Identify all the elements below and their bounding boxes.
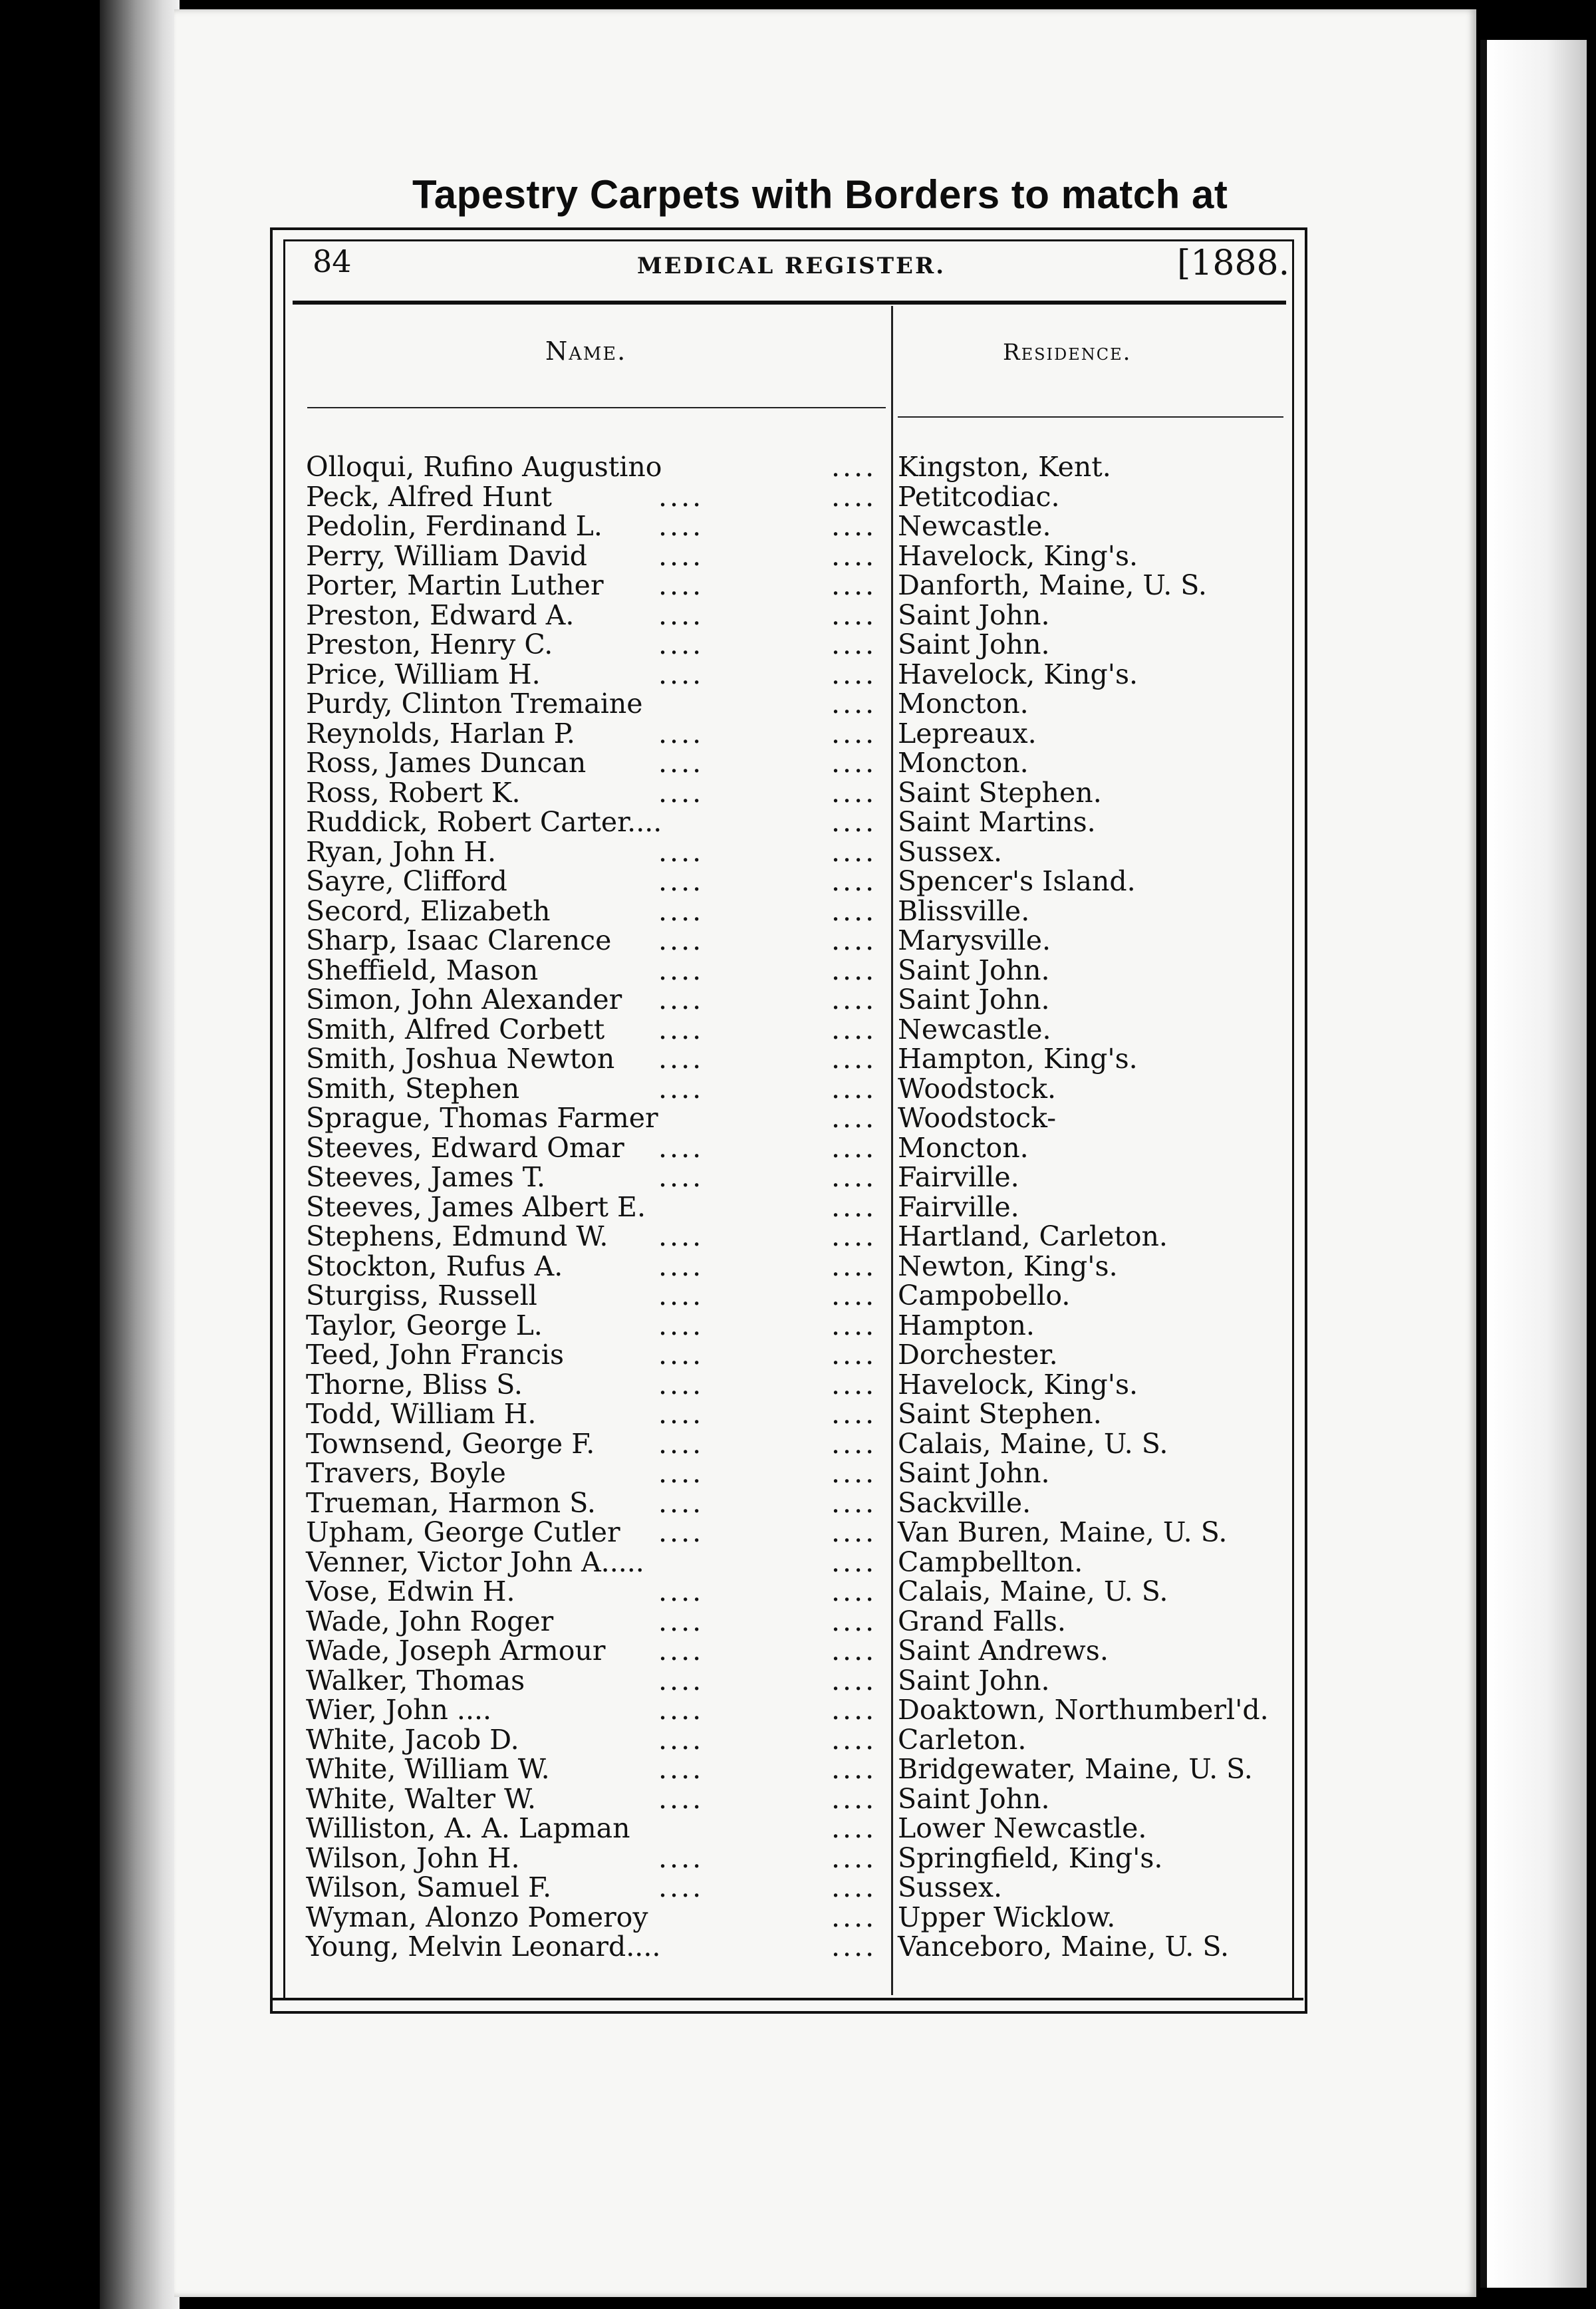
register-row	[306, 660, 1283, 690]
register-row	[306, 896, 1283, 926]
entry-residence: Havelock, King's.	[898, 539, 1138, 572]
entry-residence: Sackville.	[898, 1486, 1031, 1519]
residence-leader-dots: ....	[831, 628, 877, 660]
name-leader-dots: ....	[658, 954, 704, 986]
entry-residence: Dorchester.	[898, 1339, 1058, 1371]
register-row	[306, 1074, 1283, 1104]
register-row	[306, 511, 1283, 541]
register-row	[306, 1044, 1283, 1074]
entry-residence: Hampton, King's.	[898, 1043, 1138, 1075]
entry-residence: Newcastle.	[898, 1013, 1051, 1045]
entry-residence: Carleton.	[898, 1723, 1027, 1756]
residence-leader-dots: ....	[831, 1931, 877, 1963]
register-row	[306, 1370, 1283, 1400]
name-leader-dots: ....	[658, 865, 704, 897]
residence-leader-dots: ....	[831, 1368, 877, 1401]
register-row	[306, 1754, 1283, 1784]
residence-leader-dots: ....	[831, 1575, 877, 1607]
residence-leader-dots: ....	[831, 1635, 877, 1667]
register-row	[306, 1666, 1283, 1696]
register-row	[306, 1843, 1283, 1873]
register-row	[306, 1636, 1283, 1666]
name-leader-dots: ....	[658, 776, 704, 809]
entry-residence: Moncton.	[898, 688, 1029, 720]
name-leader-dots: ....	[658, 1575, 704, 1607]
entry-residence: Woodstock-	[898, 1102, 1057, 1134]
name-leader-dots: ....	[658, 1250, 704, 1282]
register-row	[306, 601, 1283, 630]
entry-name: Young, Melvin Leonard....	[306, 1931, 661, 1963]
residence-leader-dots: ....	[831, 1782, 877, 1815]
residence-leader-dots: ....	[831, 1457, 877, 1489]
residence-leader-dots: ....	[831, 1072, 877, 1105]
entry-residence: Saint John.	[898, 1782, 1050, 1815]
register-row	[306, 867, 1283, 896]
entry-name: Secord, Elizabeth	[306, 894, 551, 927]
name-leader-dots: ....	[658, 1753, 704, 1785]
entry-residence: Upper Wicklow.	[898, 1901, 1116, 1933]
register-row	[306, 1518, 1283, 1548]
entry-residence: Saint Stephen.	[898, 1398, 1102, 1430]
name-leader-dots: ....	[658, 658, 704, 690]
residence-leader-dots: ....	[831, 1753, 877, 1785]
name-leader-dots: ....	[658, 539, 704, 572]
name-leader-dots: ....	[658, 510, 704, 542]
register-row	[306, 1903, 1283, 1933]
name-leader-dots: ....	[658, 924, 704, 956]
register-row	[306, 1015, 1283, 1045]
name-leader-dots: ....	[658, 1871, 704, 1903]
entry-name: Sheffield, Mason	[306, 954, 539, 986]
name-leader-dots: ....	[658, 717, 704, 749]
advert-banner: Tapestry Carpets with Borders to match at	[412, 172, 1228, 217]
entry-name: Porter, Martin Luther	[306, 569, 604, 601]
entry-name: Simon, John Alexander	[306, 984, 622, 1016]
entry-name: White, William W.	[306, 1753, 550, 1785]
register-row	[306, 1192, 1283, 1222]
entry-residence: Saint John.	[898, 599, 1050, 631]
register-row	[306, 956, 1283, 986]
entry-residence: Saint John.	[898, 628, 1050, 660]
register-row	[306, 1932, 1283, 1962]
entry-residence: Sussex.	[898, 1871, 1002, 1903]
residence-leader-dots: ....	[831, 1694, 877, 1726]
entry-name: Wade, Joseph Armour	[306, 1635, 606, 1667]
register-row	[306, 1399, 1283, 1429]
entry-name: Wade, John Roger	[306, 1605, 554, 1637]
residence-leader-dots: ....	[831, 835, 877, 868]
entry-name: Peck, Alfred Hunt	[306, 480, 552, 513]
column-header-name: Name.	[545, 337, 627, 366]
entry-name: Steeves, James T.	[306, 1161, 546, 1193]
register-row	[306, 719, 1283, 749]
entry-residence: Spencer's Island.	[898, 865, 1136, 897]
name-leader-dots: ....	[658, 628, 704, 660]
register-row	[306, 1873, 1283, 1903]
entry-name: Wilson, Samuel F.	[306, 1871, 552, 1903]
register-row	[306, 837, 1283, 867]
residence-leader-dots: ....	[831, 1250, 877, 1282]
name-leader-dots: ....	[658, 1841, 704, 1874]
residence-leader-dots: ....	[831, 1605, 877, 1637]
entry-name: Reynolds, Harlan P.	[306, 717, 575, 749]
entry-residence: Danforth, Maine, U. S.	[898, 569, 1207, 601]
page-number: 84	[313, 243, 352, 279]
residence-leader-dots: ....	[831, 776, 877, 809]
register-row	[306, 1252, 1283, 1282]
running-title: MEDICAL REGISTER.	[636, 253, 946, 279]
residence-leader-dots: ....	[831, 1427, 877, 1460]
register-row	[306, 1607, 1283, 1637]
entry-residence: Bridgewater, Maine, U. S.	[898, 1753, 1253, 1785]
name-leader-dots: ....	[658, 835, 704, 868]
register-row	[306, 452, 1283, 482]
entry-name: Walker, Thomas	[306, 1664, 525, 1697]
register-row	[306, 1340, 1283, 1370]
entry-residence: Campbellton.	[898, 1546, 1083, 1578]
name-leader-dots: ....	[658, 984, 704, 1016]
register-row	[306, 807, 1283, 837]
residence-leader-dots: ....	[831, 1131, 877, 1164]
residence-leader-dots: ....	[831, 688, 877, 720]
entry-name: Sayre, Clifford	[306, 865, 507, 897]
name-leader-dots: ....	[658, 1220, 704, 1252]
residence-leader-dots: ....	[831, 984, 877, 1016]
entry-name: Ross, Robert K.	[306, 776, 521, 809]
register-row	[306, 630, 1283, 660]
register-row	[306, 1429, 1283, 1459]
entry-residence: Havelock, King's.	[898, 1368, 1138, 1401]
entry-name: Smith, Stephen	[306, 1072, 520, 1105]
entry-name: Taylor, George L.	[306, 1309, 543, 1341]
residence-leader-dots: ....	[831, 924, 877, 956]
entry-name: Stockton, Rufus A.	[306, 1250, 563, 1282]
entry-residence: Newcastle.	[898, 510, 1051, 542]
entry-residence: Saint Andrews.	[898, 1635, 1109, 1667]
residence-leader-dots: ....	[831, 1309, 877, 1341]
entry-name: Wilson, John H.	[306, 1841, 520, 1874]
entry-name: Sturgiss, Russell	[306, 1280, 537, 1311]
entry-name: Preston, Edward A.	[306, 599, 575, 631]
entry-name: Williston, A. A. Lapman	[306, 1812, 630, 1844]
entry-name: Smith, Alfred Corbett	[306, 1013, 605, 1045]
entry-name: Stephens, Edmund W.	[306, 1220, 608, 1252]
entry-residence: Saint John.	[898, 954, 1050, 986]
entry-residence: Fairville.	[898, 1190, 1019, 1223]
residence-leader-dots: ....	[831, 747, 877, 779]
name-leader-dots: ....	[658, 1635, 704, 1667]
entry-name: Venner, Victor John A.....	[306, 1546, 644, 1578]
residence-leader-dots: ....	[831, 1339, 877, 1371]
name-leader-dots: ....	[658, 1280, 704, 1311]
register-row	[306, 1103, 1283, 1133]
residence-leader-dots: ....	[831, 1871, 877, 1903]
residence-leader-dots: ....	[831, 1013, 877, 1045]
name-leader-dots: ....	[658, 599, 704, 631]
residence-leader-dots: ....	[831, 1043, 877, 1075]
entry-residence: Newton, King's.	[898, 1250, 1118, 1282]
residence-leader-dots: ....	[831, 806, 877, 838]
name-leader-dots: ....	[658, 1516, 704, 1548]
register-row	[306, 1814, 1283, 1843]
register-entries	[306, 452, 1283, 1962]
register-row	[306, 1458, 1283, 1488]
entry-name: Todd, William H.	[306, 1398, 537, 1430]
entry-residence: Petitcodiac.	[898, 480, 1060, 513]
column-rule-residence	[898, 416, 1283, 418]
residence-leader-dots: ....	[831, 1516, 877, 1548]
header-year: [1888.	[1177, 243, 1290, 283]
register-row	[306, 1311, 1283, 1341]
entry-name: Wyman, Alonzo Pomeroy	[306, 1901, 648, 1933]
register-row	[306, 482, 1283, 512]
residence-leader-dots: ....	[831, 717, 877, 749]
residence-leader-dots: ....	[831, 1190, 877, 1223]
entry-residence: Hartland, Carleton.	[898, 1220, 1168, 1252]
entry-residence: Hampton.	[898, 1309, 1035, 1341]
residence-leader-dots: ....	[831, 599, 877, 631]
name-leader-dots: ....	[658, 1368, 704, 1401]
residence-leader-dots: ....	[831, 1486, 877, 1519]
entry-residence: Saint John.	[898, 1664, 1050, 1697]
register-row	[306, 778, 1283, 808]
entry-name: Steeves, James Albert E.	[306, 1190, 646, 1223]
entry-residence: Woodstock.	[898, 1072, 1057, 1105]
register-row	[306, 1695, 1283, 1725]
entry-residence: Lepreaux.	[898, 717, 1037, 749]
entry-residence: Springfield, King's.	[898, 1841, 1163, 1874]
residence-leader-dots: ....	[831, 894, 877, 927]
residence-leader-dots: ....	[831, 865, 877, 897]
entry-residence: Lower Newcastle.	[898, 1812, 1147, 1844]
entry-name: Smith, Joshua Newton	[306, 1043, 615, 1075]
name-leader-dots: ....	[658, 1486, 704, 1519]
entry-name: Wier, John ....	[306, 1694, 492, 1726]
name-leader-dots: ....	[658, 1427, 704, 1460]
register-row	[306, 985, 1283, 1015]
header-rule	[293, 301, 1286, 305]
entry-name: Purdy, Clinton Tremaine	[306, 688, 643, 720]
entry-name: Travers, Boyle	[306, 1457, 506, 1489]
name-leader-dots: ....	[658, 1457, 704, 1489]
column-rule-name	[307, 407, 886, 408]
residence-leader-dots: ....	[831, 1723, 877, 1756]
entry-name: Vose, Edwin H.	[306, 1575, 515, 1607]
entry-name: Trueman, Harmon S.	[306, 1486, 596, 1519]
register-row	[306, 1488, 1283, 1518]
residence-leader-dots: ....	[831, 1546, 877, 1578]
residence-leader-dots: ....	[831, 510, 877, 542]
residence-leader-dots: ....	[831, 1398, 877, 1430]
residence-leader-dots: ....	[831, 480, 877, 513]
name-leader-dots: ....	[658, 894, 704, 927]
entry-residence: Saint Martins.	[898, 806, 1096, 838]
entry-residence: Blissville.	[898, 894, 1030, 927]
register-row	[306, 689, 1283, 719]
name-leader-dots: ....	[658, 1131, 704, 1164]
entry-name: Sprague, Thomas Farmer	[306, 1102, 658, 1134]
residence-leader-dots: ....	[831, 1841, 877, 1874]
entry-name: Sharp, Isaac Clarence	[306, 924, 612, 956]
entry-residence: Saint John.	[898, 1457, 1050, 1489]
residence-leader-dots: ....	[831, 1812, 877, 1844]
entry-name: Preston, Henry C.	[306, 628, 553, 660]
register-row	[306, 1784, 1283, 1814]
name-leader-dots: ....	[658, 1605, 704, 1637]
register-row	[306, 748, 1283, 778]
entry-name: Ryan, John H.	[306, 835, 496, 868]
name-leader-dots: ....	[658, 1782, 704, 1815]
entry-name: Thorne, Bliss S.	[306, 1368, 523, 1401]
register-row	[306, 1133, 1283, 1163]
residence-leader-dots: ....	[831, 658, 877, 690]
entry-residence: Campobello.	[898, 1280, 1071, 1311]
register-row	[306, 1222, 1283, 1252]
register-row	[306, 1725, 1283, 1755]
residence-leader-dots: ....	[831, 954, 877, 986]
name-leader-dots: ....	[658, 1339, 704, 1371]
entry-residence: Kingston, Kent.	[898, 451, 1111, 483]
name-leader-dots: ....	[658, 1043, 704, 1075]
name-leader-dots: ....	[658, 480, 704, 513]
entry-residence: Calais, Maine, U. S.	[898, 1427, 1168, 1460]
register-row	[306, 926, 1283, 956]
residence-leader-dots: ....	[831, 451, 877, 483]
residence-leader-dots: ....	[831, 1664, 877, 1697]
entry-residence: Fairville.	[898, 1161, 1019, 1193]
book-spine	[100, 0, 180, 2309]
name-leader-dots: ....	[658, 1694, 704, 1726]
entry-name: Olloqui, Rufino Augustino	[306, 451, 662, 483]
entry-name: Ross, James Duncan	[306, 747, 587, 779]
residence-leader-dots: ....	[831, 1102, 877, 1134]
name-leader-dots: ....	[658, 569, 704, 601]
name-leader-dots: ....	[658, 747, 704, 779]
entry-residence: Doaktown, Northumberl'd.	[898, 1694, 1269, 1726]
entry-name: Steeves, Edward Omar	[306, 1131, 624, 1164]
register-row	[306, 1281, 1283, 1311]
entry-residence: Havelock, King's.	[898, 658, 1138, 690]
name-leader-dots: ....	[658, 1723, 704, 1756]
register-row	[306, 1577, 1283, 1607]
name-leader-dots: ....	[658, 1309, 704, 1341]
entry-residence: Saint John.	[898, 984, 1050, 1016]
bottom-rule	[273, 1998, 1303, 2000]
residence-leader-dots: ....	[831, 539, 877, 572]
entry-name: Upham, George Cutler	[306, 1516, 620, 1548]
name-leader-dots: ....	[658, 1013, 704, 1045]
name-leader-dots: ....	[658, 1161, 704, 1193]
name-leader-dots: ....	[658, 1398, 704, 1430]
register-row	[306, 1162, 1283, 1192]
entry-name: White, Walter W.	[306, 1782, 536, 1815]
residence-leader-dots: ....	[831, 1280, 877, 1311]
column-header-residence: Residence.	[1003, 339, 1132, 366]
residence-leader-dots: ....	[831, 569, 877, 601]
residence-leader-dots: ....	[831, 1901, 877, 1933]
entry-residence: Moncton.	[898, 747, 1029, 779]
register-row	[306, 541, 1283, 571]
entry-name: Perry, William David	[306, 539, 588, 572]
name-leader-dots: ....	[658, 1072, 704, 1105]
entry-residence: Sussex.	[898, 835, 1002, 868]
name-leader-dots: ....	[658, 1664, 704, 1697]
next-page-edge	[1480, 40, 1587, 2288]
register-row	[306, 571, 1283, 601]
entry-residence: Van Buren, Maine, U. S.	[898, 1516, 1228, 1548]
entry-name: Ruddick, Robert Carter....	[306, 806, 662, 838]
entry-name: Teed, John Francis	[306, 1339, 564, 1371]
entry-residence: Vanceboro, Maine, U. S.	[898, 1931, 1229, 1963]
entry-residence: Calais, Maine, U. S.	[898, 1575, 1168, 1607]
entry-name: Townsend, George F.	[306, 1427, 595, 1460]
entry-name: Price, William H.	[306, 658, 541, 690]
entry-name: White, Jacob D.	[306, 1723, 519, 1756]
entry-residence: Marysville.	[898, 924, 1051, 956]
residence-leader-dots: ....	[831, 1161, 877, 1193]
entry-name: Pedolin, Ferdinand L.	[306, 510, 602, 542]
entry-residence: Moncton.	[898, 1131, 1029, 1164]
entry-residence: Grand Falls.	[898, 1605, 1066, 1637]
entry-residence: Saint Stephen.	[898, 776, 1102, 809]
register-row	[306, 1548, 1283, 1577]
residence-leader-dots: ....	[831, 1220, 877, 1252]
